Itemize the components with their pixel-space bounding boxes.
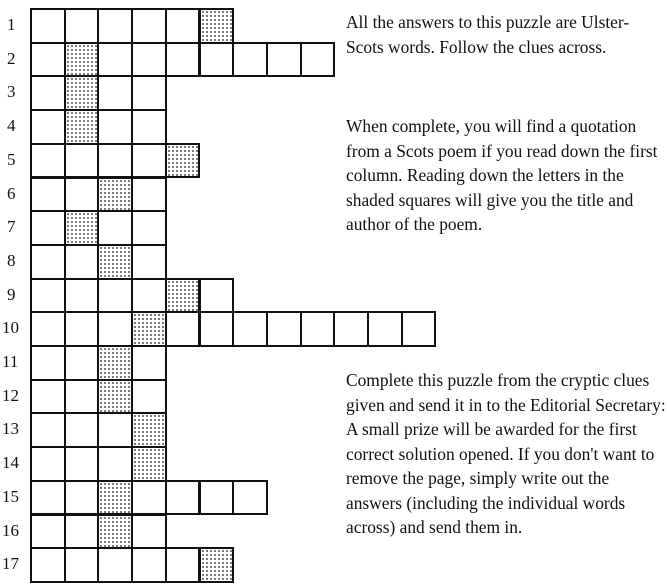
answer-square[interactable] xyxy=(232,480,268,516)
answer-square[interactable] xyxy=(64,480,100,516)
answer-square[interactable] xyxy=(97,42,133,78)
answer-square[interactable] xyxy=(30,75,66,111)
row-number: 1 xyxy=(7,15,16,34)
row-number: 7 xyxy=(7,217,16,237)
shaded-square[interactable] xyxy=(97,177,133,213)
answer-square[interactable] xyxy=(97,547,133,583)
answer-square[interactable] xyxy=(131,480,167,516)
row-number: 3 xyxy=(7,82,16,102)
answer-square[interactable] xyxy=(30,8,66,44)
shaded-square[interactable] xyxy=(64,75,100,111)
answer-square[interactable] xyxy=(30,480,66,516)
answer-square[interactable] xyxy=(30,210,66,246)
answer-square[interactable] xyxy=(199,42,235,78)
answer-square[interactable] xyxy=(64,278,100,314)
row-number: 15 xyxy=(2,486,19,506)
answer-square[interactable] xyxy=(165,480,201,516)
answer-square[interactable] xyxy=(165,8,201,44)
answer-square[interactable] xyxy=(333,311,369,347)
answer-square[interactable] xyxy=(266,42,302,78)
answer-square[interactable] xyxy=(131,345,167,381)
answer-square[interactable] xyxy=(131,143,167,179)
shaded-square[interactable] xyxy=(165,143,201,179)
row-number: 14 xyxy=(2,453,19,473)
answer-square[interactable] xyxy=(64,345,100,381)
row-number: 4 xyxy=(7,116,16,136)
answer-square[interactable] xyxy=(97,143,133,179)
answer-square[interactable] xyxy=(131,109,167,145)
answer-square[interactable] xyxy=(64,244,100,280)
answer-square[interactable] xyxy=(131,177,167,213)
answer-square[interactable] xyxy=(232,311,268,347)
answer-square[interactable] xyxy=(97,109,133,145)
answer-square[interactable] xyxy=(64,412,100,448)
answer-square[interactable] xyxy=(300,42,336,78)
answer-square[interactable] xyxy=(64,547,100,583)
answer-square[interactable] xyxy=(199,311,235,347)
answer-square[interactable] xyxy=(165,547,201,583)
answer-square[interactable] xyxy=(131,75,167,111)
answer-square[interactable] xyxy=(64,311,100,347)
answer-square[interactable] xyxy=(97,278,133,314)
answer-square[interactable] xyxy=(64,379,100,415)
answer-square[interactable] xyxy=(131,210,167,246)
row-number: 9 xyxy=(7,284,16,304)
shaded-square[interactable] xyxy=(199,547,235,583)
answer-square[interactable] xyxy=(131,379,167,415)
row-number: 17 xyxy=(2,554,19,574)
answer-square[interactable] xyxy=(131,42,167,78)
shaded-square[interactable] xyxy=(64,109,100,145)
answer-square[interactable] xyxy=(165,42,201,78)
shaded-square[interactable] xyxy=(131,446,167,482)
answer-square[interactable] xyxy=(30,278,66,314)
quotation-instructions: When complete, you will find a quotation from a Scots poem if you read down the first column. Reading down the letters in the shaded squares will give you the title and author of the poem. xyxy=(346,116,658,234)
answer-square[interactable] xyxy=(367,311,403,347)
answer-square[interactable] xyxy=(30,177,66,213)
answer-square[interactable] xyxy=(30,345,66,381)
row-number: 8 xyxy=(7,250,16,270)
shaded-square[interactable] xyxy=(97,379,133,415)
row-number: 16 xyxy=(2,520,19,540)
answer-square[interactable] xyxy=(165,311,201,347)
answer-square[interactable] xyxy=(64,446,100,482)
submission-instructions: Complete this puzzle from the cryptic clues given and send it in to the Editorial Secretary: A small prize will be awarded for the first correct solution opened. If you don't want to remove the page, simply write out the answers (including the individual words across) and send them in. xyxy=(346,370,666,537)
answer-square[interactable] xyxy=(131,547,167,583)
answer-square[interactable] xyxy=(30,412,66,448)
answer-square[interactable] xyxy=(97,8,133,44)
row-number: 6 xyxy=(7,183,16,203)
row-number: 11 xyxy=(2,352,19,371)
answer-square[interactable] xyxy=(401,311,437,347)
answer-square[interactable] xyxy=(97,75,133,111)
answer-square[interactable] xyxy=(30,109,66,145)
shaded-square[interactable] xyxy=(131,412,167,448)
answer-square[interactable] xyxy=(300,311,336,347)
answer-square[interactable] xyxy=(131,278,167,314)
row-number: 12 xyxy=(2,385,19,405)
shaded-square[interactable] xyxy=(97,514,133,550)
answer-square[interactable] xyxy=(97,311,133,347)
answer-square[interactable] xyxy=(30,446,66,482)
shaded-square[interactable] xyxy=(64,210,100,246)
answer-square[interactable] xyxy=(131,244,167,280)
answer-square[interactable] xyxy=(30,547,66,583)
row-number: 10 xyxy=(2,318,19,338)
shaded-square[interactable] xyxy=(97,244,133,280)
shaded-square[interactable] xyxy=(64,42,100,78)
answer-square[interactable] xyxy=(30,514,66,550)
answer-square[interactable] xyxy=(30,311,66,347)
answer-square[interactable] xyxy=(30,42,66,78)
answer-square[interactable] xyxy=(232,42,268,78)
answer-square[interactable] xyxy=(97,412,133,448)
shaded-square[interactable] xyxy=(165,278,201,314)
answer-square[interactable] xyxy=(266,311,302,347)
answer-square[interactable] xyxy=(64,8,100,44)
shaded-square[interactable] xyxy=(131,311,167,347)
shaded-square[interactable] xyxy=(199,8,235,44)
answer-square[interactable] xyxy=(30,379,66,415)
shaded-square[interactable] xyxy=(97,480,133,516)
answer-square[interactable] xyxy=(64,177,100,213)
intro-text: All the answers to this puzzle are Ulster-Scots words. Follow the clues across. xyxy=(346,12,630,57)
answer-square[interactable] xyxy=(131,514,167,550)
answer-square[interactable] xyxy=(64,514,100,550)
answer-square[interactable] xyxy=(199,480,235,516)
answer-square[interactable] xyxy=(64,143,100,179)
answer-square[interactable] xyxy=(199,278,235,314)
shaded-square[interactable] xyxy=(97,345,133,381)
row-number: 5 xyxy=(7,149,16,169)
answer-square[interactable] xyxy=(30,143,66,179)
row-number: 2 xyxy=(7,48,16,68)
row-number: 13 xyxy=(2,419,19,439)
answer-square[interactable] xyxy=(97,446,133,482)
answer-square[interactable] xyxy=(131,8,167,44)
answer-square[interactable] xyxy=(97,210,133,246)
answer-square[interactable] xyxy=(30,244,66,280)
